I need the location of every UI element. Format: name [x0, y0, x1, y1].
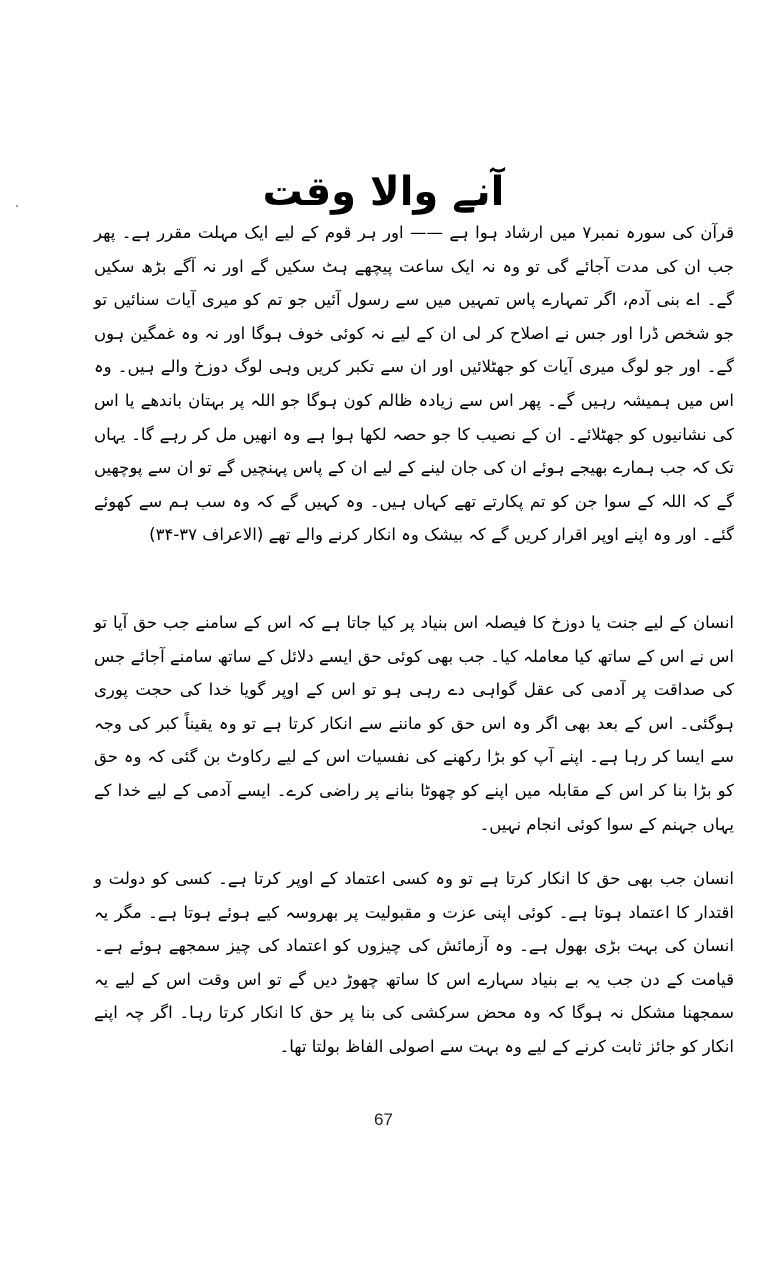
paragraph-3: انسان جب بھی حق کا انکار کرتا ہے تو وہ کسی اعتماد کے اوپر کرتا ہے۔ کسی کو دولت و اقتدار کا اعتماد ہوتا ہے۔ کوئی اپنی عزت و مقبولیت پر بھروسہ کیے ہوئے ہوتا ہے۔ مگر یہ انسان کی بہت بڑی بھول ہے۔ وہ آزمائش کی چیزوں کو اعتماد کی چیز سمجھے ہوئے ہے۔ قیامت کے دن جب یہ بے بنیاد سہارے اس کا ساتھ چھوڑ دیں گے تو اس وقت اس کے لیے یہ سمجھنا مشکل نہ ہوگا کہ وہ محض سرکشی کی بنا پر حق کا انکار کرتا رہا۔ اگر چہ اپنے انکار کو جائز ثابت کرنے کے لیے وہ بہت سے اصولی الفاظ بولتا تھا۔: [94, 869, 734, 1056]
page-number: 67: [374, 1110, 393, 1129]
paragraph-2: انسان کے لیے جنت یا دوزخ کا فیصلہ اس بنیاد پر کیا جاتا ہے کہ اس کے سامنے جب حق آیا تو اس نے اس کے ساتھ کیا معاملہ کیا۔ جب بھی کوئی حق ایسے دلائل کے ساتھ سامنے آجائے جس کی صداقت پر آدمی کی عقل گواہی دے رہی ہو تو اس کے اوپر گویا خدا کی حجت پوری ہوگئی۔ اس کے بعد بھی اگر وہ اس حق کو ماننے سے انکار کرتا ہے تو وہ یقیناً کبر کی وجہ سے ایسا کر رہا ہے۔ اپنے آپ کو بڑا رکھنے کی نفسیات اس کے لیے رکاوٹ بن گئی کہ وہ حق کو بڑا بنا کر اس کے مقابلہ میں اپنے کو چھوٹا بنانے پر راضی کرے۔ ایسے آدمی کے لیے خدا کے یہاں جہنم کے سوا کوئی انجام نہیں۔: [94, 613, 734, 834]
chapter-title: آنے والا وقت: [262, 168, 505, 215]
paragraph-1: قرآن کی سورہ نمبر۷ میں ارشاد ہوا ہے —— اور ہر قوم کے لیے ایک مہلت مقرر ہے۔ پھر جب ان کی مدت آجائے گی تو وہ نہ ایک ساعت پیچھے ہٹ سکیں گے اور نہ آگے بڑھ سکیں گے۔ اے بنی آدم، اگر تمہارے پاس تمہیں میں سے رسول آئیں جو تم کو میری آیات سنائیں تو جو شخص ڈرا اور جس نے اصلاح کر لی ان کے لیے نہ کوئی خوف ہوگا اور نہ وہ غمگین ہوں گے۔ اور جو لوگ میری آیات کو جھٹلائیں اور ان سے تکبر کریں وہی لوگ دوزخ والے ہیں۔ وہ اس میں ہمیشہ رہیں گے۔ پھر اس سے زیادہ ظالم کون ہوگا جو اللہ پر بہتان باندھے یا اس کی نشانیوں کو جھٹلائے۔ ان کے نصیب کا جو حصہ لکھا ہوا ہے وہ انھیں مل کر رہے گا۔ یہاں تک کہ جب ہمارے بھیجے ہوئے ان کی جان لینے کے لیے ان کے پاس پہنچیں گے تو ان سے پوچھیں گے کہ اللہ کے سوا جن کو تم پکارتے تھے کہاں ہیں۔ وہ کہیں گے کہ وہ سب ہم سے کھوئے گئے۔ اور وہ اپنے اوپر اقرار کریں گے کہ بیشک وہ انکار کرنے والے تھے (الاعراف ۳۷-۳۴): [94, 223, 734, 545]
